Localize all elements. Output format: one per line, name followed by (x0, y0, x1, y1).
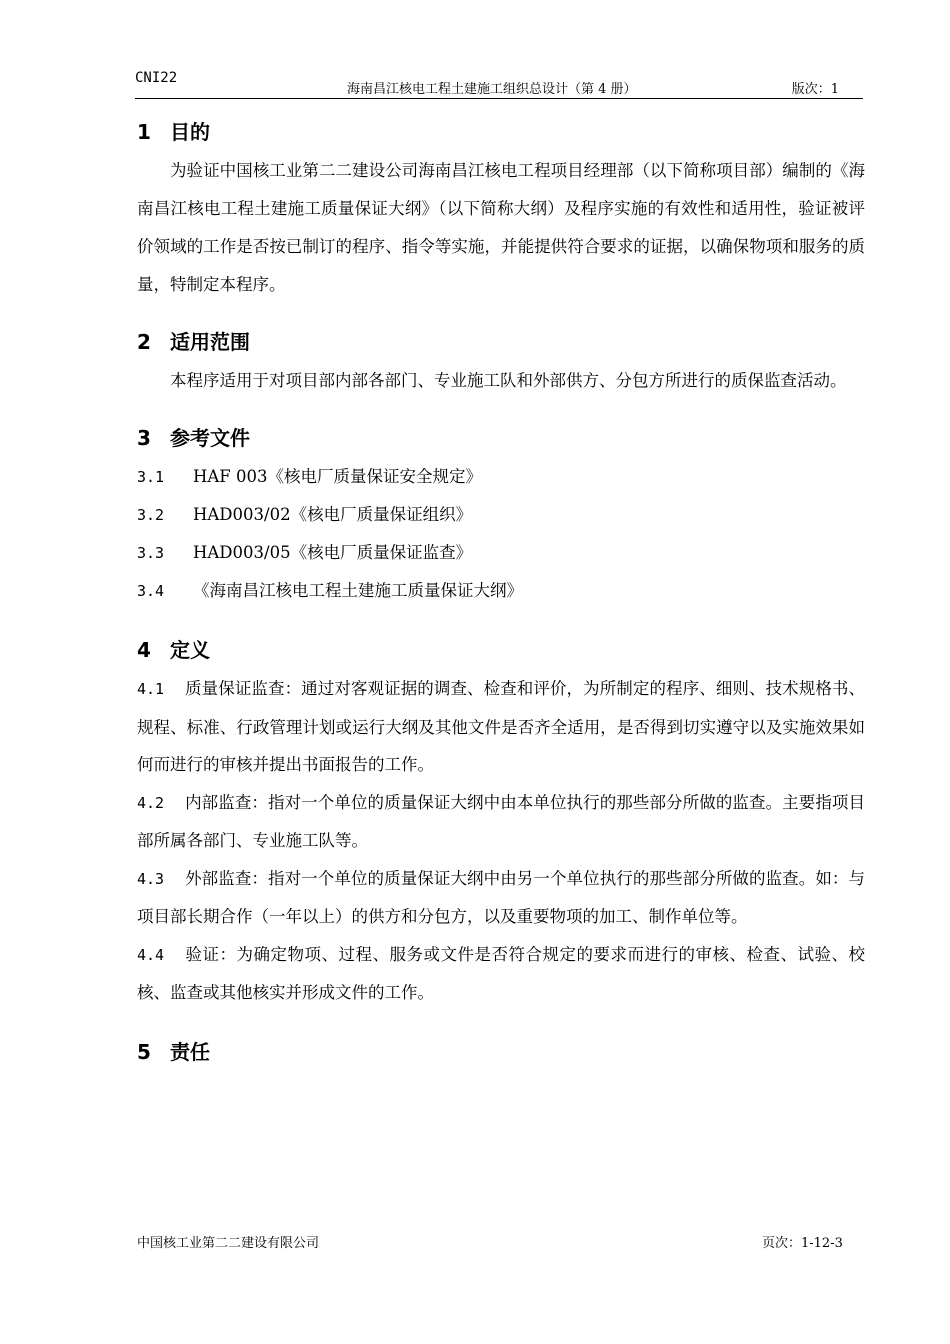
version-label: 版次：1 (791, 82, 839, 97)
definition-item: 4.2 内部监查：指对一个单位的质量保证大纲中由本单位执行的那些部分所做的监查。主要指项目部所属各部门、专业施工队等。 (137, 792, 865, 850)
reference-item: 3.3 HAD003/05《核电厂质量保证监查》 (137, 543, 473, 562)
footer-company: 中国核工业第二二建设有限公司 (137, 1236, 320, 1251)
document-title: 海南昌江核电工程土建施工组织总设计（第 4 册） (347, 82, 637, 97)
section-1-paragraph: 为验证中国核工业第二二建设公司海南昌江核电工程项目经理部（以下简称项目部）编制的《海南昌江核电工程土建施工质量保证大纲》（以下简称大纲）及程序实施的有效性和适用性，验证被评价领域的工作是否按已制订的程序、指令等实施，并能提供符合要求的证据，以确保物项和服务的质量，特制定本程序。 (137, 161, 865, 294)
document-code: CNI22 (135, 70, 178, 86)
section-2-paragraph: 本程序适用于对项目部内部各部门、专业施工队和外部供方、分包方所进行的质保监查活动。 (170, 371, 847, 390)
footer-page-number: 页次：1-12-3 (762, 1236, 843, 1251)
document-body (137, 112, 865, 1072)
page-header (135, 70, 863, 99)
reference-item: 3.4 《海南昌江核电工程土建施工质量保证大纲》 (137, 581, 523, 600)
definition-item: 4.4 验证：为确定物项、过程、服务或文件是否符合规定的要求而进行的审核、检查、试验、校核、监查或其他核实并形成文件的工作。 (137, 944, 865, 1002)
reference-item: 3.1 HAF 003《核电厂质量保证安全规定》 (137, 467, 482, 486)
definition-item: 4.1 质量保证监查：通过对客观证据的调查、检查和评价，为所制定的程序、细则、技术规格书、规程、标准、行政管理计划或运行大纲及其他文件是否齐全适用，是否得到切实遵守以及实施效果如何而进行的审核并提出书面报告的工作。 (137, 679, 865, 774)
reference-item: 3.2 HAD003/02《核电厂质量保证组织》 (137, 505, 473, 524)
section-heading-4: 4 定义 (137, 638, 210, 662)
section-heading-1: 1 目的 (137, 120, 210, 144)
section-heading-3: 3 参考文件 (137, 426, 250, 450)
section-heading-2: 2 适用范围 (137, 330, 250, 354)
section-heading-5: 5 责任 (137, 1039, 210, 1064)
definition-item: 4.3 外部监查：指对一个单位的质量保证大纲中由另一个单位执行的那些部分所做的监查。如：与项目部长期合作（一年以上）的供方和分包方，以及重要物项的加工、制作单位等。 (137, 868, 865, 926)
